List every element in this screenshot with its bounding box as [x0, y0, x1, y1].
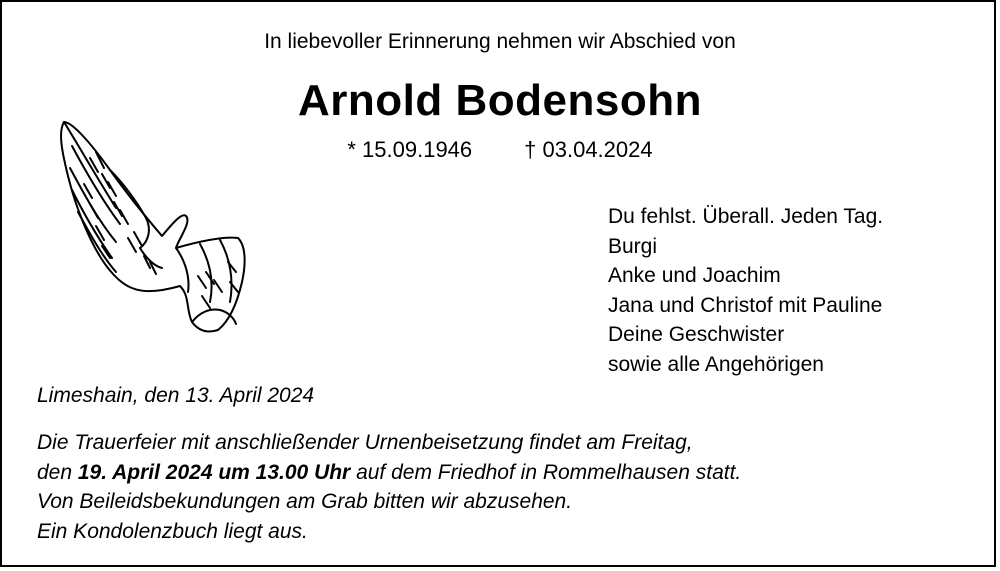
mourner-line: Deine Geschwister: [608, 323, 785, 346]
mourner-line: Du fehlst. Überall. Jeden Tag.: [608, 205, 884, 228]
death-date: † 03.04.2024: [524, 137, 653, 162]
place-date: Limeshain, den 13. April 2024: [37, 384, 315, 407]
ceremony-info: [37, 428, 741, 546]
mourner-line: sowie alle Angehörigen: [608, 352, 824, 376]
ceremony-line-4: Ein Kondolenzbuch liegt aus.: [37, 519, 308, 543]
ceremony-line-1: Die Trauerfeier mit anschließender Urnenbeisetzung findet am Freitag,: [37, 431, 693, 454]
mourner-line: Burgi: [608, 234, 658, 258]
ceremony-date-time: 19. April 2024 um 13.00 Uhr: [77, 460, 351, 484]
mourner-line: Anke und Joachim: [608, 264, 781, 287]
ceremony-line-2-prefix: den: [37, 460, 78, 484]
ceremony-line-2: [37, 458, 741, 488]
intro-text: In liebevoller Erinnerung nehmen wir Abschied von: [264, 30, 736, 53]
deceased-name: Arnold Bodensohn: [298, 76, 702, 125]
birth-date: * 15.09.1946: [347, 137, 473, 162]
ceremony-line-3: Von Beileidsbekundungen am Grab bitten wir abzusehen.: [37, 490, 573, 513]
praying-hands-icon: [50, 112, 260, 342]
mourners-list: [608, 202, 883, 379]
ceremony-line-2-suffix: auf dem Friedhof in Rommelhausen statt.: [350, 460, 742, 484]
mourner-line: Jana und Christof mit Pauline: [608, 293, 883, 317]
